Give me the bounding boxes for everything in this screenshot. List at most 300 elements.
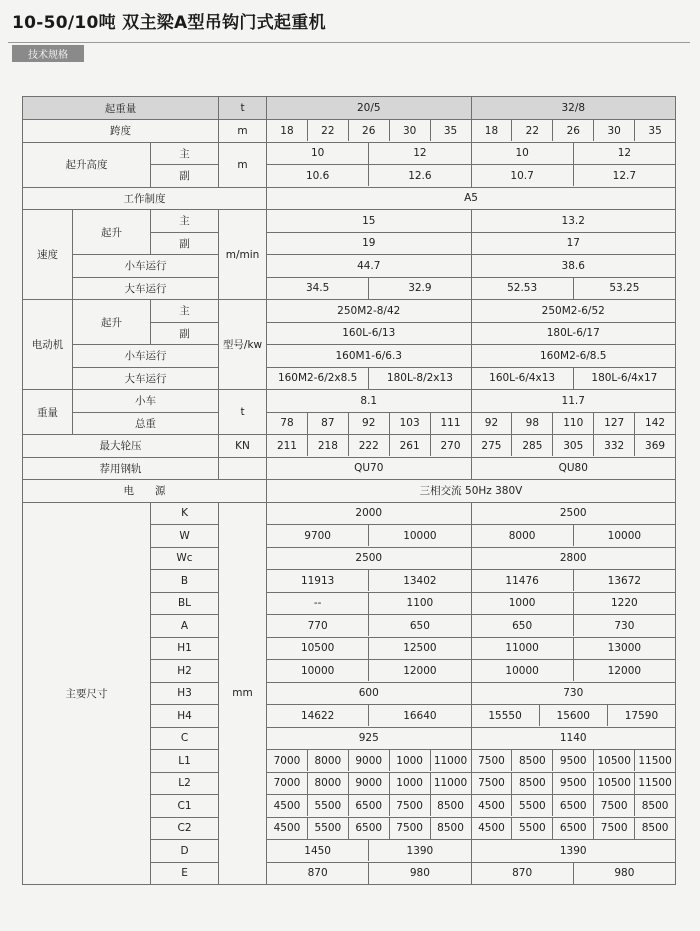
value-cell: 1000: [389, 750, 430, 771]
row-label: 工作制度: [23, 187, 267, 210]
value-group: [267, 345, 470, 366]
row-item: 副: [151, 165, 219, 188]
value-cell: 10: [515, 147, 529, 160]
value-cell: 26: [552, 120, 593, 141]
table-row: [23, 120, 676, 143]
value-group: [267, 728, 470, 749]
value-cell: 12500: [368, 638, 470, 659]
value-cell: 2800: [559, 552, 587, 565]
value-group-cell: [471, 862, 676, 885]
value-cell: 53.25: [573, 278, 675, 299]
value-group-cell: [267, 727, 471, 750]
value-group-cell: [267, 120, 471, 143]
value-cell: 11500: [634, 750, 675, 771]
value-cell: 12000: [368, 660, 470, 681]
row-sublabel: 起升: [73, 300, 151, 345]
value-cell: 5500: [307, 795, 348, 816]
value-group: [472, 728, 676, 749]
value-cell: 160L-6/13: [342, 327, 396, 340]
row-item: H4: [151, 705, 219, 728]
value-all: 三相交流 50Hz 380V: [267, 480, 676, 503]
value-cell: 10500: [593, 773, 634, 794]
row-item: D: [151, 840, 219, 863]
value-cell: 7500: [478, 754, 505, 767]
row-item: H2: [151, 660, 219, 683]
value-cell: 222: [348, 435, 389, 456]
value-cell: 11913: [300, 574, 335, 587]
row-sublabel: 小车运行: [73, 345, 219, 368]
value-group-cell: [267, 142, 471, 165]
row-item: C2: [151, 817, 219, 840]
value-group-cell: [267, 390, 471, 413]
row-item: 副: [151, 232, 219, 255]
value-group-cell: [267, 637, 471, 660]
row-item: A: [151, 615, 219, 638]
value-group: [267, 278, 470, 299]
value-cell: 7500: [593, 795, 634, 816]
value-cell: 110: [552, 413, 593, 434]
row-sublabel: 起升: [73, 210, 151, 255]
row-item: 主: [151, 300, 219, 323]
value-cell: 8000: [307, 773, 348, 794]
value-group-cell: [471, 570, 676, 593]
value-cell: 8500: [511, 773, 552, 794]
value-cell: 38.6: [561, 259, 585, 272]
value-group: [472, 278, 676, 299]
value-cell: 250M2-8/42: [337, 304, 401, 317]
value-group: [267, 300, 470, 321]
value-cell: 9000: [348, 750, 389, 771]
value-group: [472, 413, 676, 434]
row-item: L1: [151, 750, 219, 773]
value-cell: 730: [563, 687, 584, 700]
value-group-cell: [267, 277, 471, 300]
table-row: [23, 300, 676, 323]
value-cell: 10000: [300, 664, 335, 677]
value-group-cell: [267, 705, 471, 728]
value-cell: 7500: [593, 818, 634, 839]
title-divider: [8, 42, 690, 43]
row-item: K: [151, 502, 219, 525]
value-cell: 160M1-6/6.3: [335, 349, 402, 362]
value-group-cell: [471, 840, 676, 863]
value-group-cell: [471, 682, 676, 705]
table-row: [23, 187, 676, 210]
value-cell: 6500: [552, 818, 593, 839]
value-all: A5: [267, 187, 676, 210]
value-cell: 92: [348, 413, 389, 434]
value-cell: 16640: [368, 705, 470, 726]
value-cell: 6500: [348, 795, 389, 816]
value-cell: 211: [276, 439, 297, 452]
value-group: [472, 705, 676, 726]
value-group-cell: [471, 165, 676, 188]
header-group-1: 20/5: [267, 97, 471, 120]
value-cell: 10500: [300, 642, 335, 655]
value-cell: --: [313, 597, 322, 610]
value-group-cell: [471, 637, 676, 660]
row-label: 速度: [23, 210, 73, 300]
value-group-cell: [267, 165, 471, 188]
value-cell: 4500: [273, 822, 301, 835]
value-cell: 180L-8/2x13: [368, 368, 470, 389]
value-cell: 11.7: [561, 394, 585, 407]
value-group: [267, 413, 470, 434]
value-group: [472, 368, 676, 389]
value-cell: 22: [511, 120, 552, 141]
value-cell: 10000: [505, 664, 539, 677]
value-cell: 2500: [559, 507, 587, 520]
value-group: [472, 840, 676, 861]
spec-table: [22, 96, 676, 885]
value-cell: 5500: [511, 795, 552, 816]
row-label: 重量: [23, 390, 73, 435]
value-group: [472, 233, 676, 254]
value-cell: 103: [389, 413, 430, 434]
value-group-cell: [471, 120, 676, 143]
value-cell: 4500: [273, 799, 301, 812]
value-cell: 92: [484, 417, 499, 430]
value-group: [472, 638, 676, 659]
value-group: [472, 503, 676, 524]
value-group-cell: [267, 547, 471, 570]
value-cell: 12: [368, 143, 470, 164]
value-group-cell: [471, 457, 676, 480]
table-row: [23, 367, 676, 390]
value-cell: 160M2-6/8.5: [540, 349, 607, 362]
row-item: BL: [151, 592, 219, 615]
value-group: [267, 840, 470, 861]
value-cell: 730: [573, 615, 675, 636]
row-item: Wc: [151, 547, 219, 570]
value-cell: 250M2-6/52: [541, 304, 605, 317]
value-group: [267, 593, 470, 614]
value-cell: 980: [368, 863, 470, 884]
value-cell: 7500: [389, 795, 430, 816]
value-cell: 180L-6/4x17: [573, 368, 675, 389]
value-cell: 980: [573, 863, 675, 884]
value-cell: 11500: [634, 773, 675, 794]
value-cell: 26: [348, 120, 389, 141]
value-cell: 1000: [389, 773, 430, 794]
value-cell: 8500: [511, 750, 552, 771]
value-group: [472, 548, 676, 569]
value-cell: 15600: [539, 705, 607, 726]
value-group-cell: [471, 142, 676, 165]
value-cell: 369: [634, 435, 675, 456]
row-item: W: [151, 525, 219, 548]
value-group: [472, 323, 676, 344]
value-cell: 8000: [508, 529, 536, 542]
value-cell: 6500: [552, 795, 593, 816]
value-group-cell: [267, 840, 471, 863]
value-cell: 12000: [573, 660, 675, 681]
table-row: [23, 210, 676, 233]
row-item: 主: [151, 142, 219, 165]
value-group-cell: [267, 750, 471, 773]
row-sublabel: 总重: [73, 412, 219, 435]
value-cell: 7500: [478, 777, 505, 790]
value-group-cell: [267, 322, 471, 345]
table-row: [23, 390, 676, 413]
value-group-cell: [267, 772, 471, 795]
value-cell: 160M2-6/2x8.5: [277, 372, 358, 385]
value-cell: 32.9: [368, 278, 470, 299]
table-row: [23, 502, 676, 525]
header-unit: t: [219, 97, 267, 120]
row-label: 起升高度: [23, 142, 151, 187]
value-cell: 34.5: [305, 282, 330, 295]
row-item: 主: [151, 210, 219, 233]
value-group: [267, 458, 470, 479]
unit-cell: mm: [219, 502, 267, 885]
value-cell: 8500: [634, 818, 675, 839]
table-row: [23, 480, 676, 503]
value-cell: 1140: [559, 732, 587, 745]
value-group: [472, 300, 676, 321]
table-row: [23, 457, 676, 480]
unit-cell: m/min: [219, 210, 267, 300]
value-cell: 650: [512, 619, 533, 632]
value-cell: 12.7: [573, 165, 675, 186]
value-group-cell: [267, 817, 471, 840]
value-group: [472, 120, 676, 141]
value-cell: 10.7: [510, 169, 534, 182]
value-group-cell: [471, 232, 676, 255]
value-cell: 4500: [478, 822, 505, 835]
value-group-cell: [267, 345, 471, 368]
value-group: [267, 255, 470, 276]
row-label: 荐用钢轨: [23, 457, 219, 480]
value-group: [267, 638, 470, 659]
value-group: [472, 435, 676, 456]
value-group-cell: [471, 322, 676, 345]
value-cell: 98: [511, 413, 552, 434]
value-group-cell: [267, 862, 471, 885]
value-group-cell: [267, 525, 471, 548]
value-cell: 111: [430, 413, 471, 434]
value-group-cell: [267, 457, 471, 480]
value-cell: 1450: [304, 844, 331, 857]
value-cell: 218: [307, 435, 348, 456]
value-cell: 18: [484, 124, 499, 137]
value-group: [472, 593, 676, 614]
value-group: [472, 570, 676, 591]
value-cell: 261: [389, 435, 430, 456]
value-group: [267, 863, 470, 884]
value-cell: 870: [307, 867, 328, 880]
value-group-cell: [267, 502, 471, 525]
value-cell: 11476: [505, 574, 539, 587]
table-row: [23, 345, 676, 368]
value-group-cell: [267, 300, 471, 323]
value-cell: 8500: [430, 795, 471, 816]
value-cell: 600: [358, 687, 379, 700]
value-group: [267, 570, 470, 591]
value-cell: 10500: [593, 750, 634, 771]
value-cell: QU80: [558, 462, 588, 475]
value-group: [472, 683, 676, 704]
value-cell: 5500: [511, 818, 552, 839]
value-cell: 270: [430, 435, 471, 456]
value-group: [472, 210, 676, 231]
value-group-cell: [267, 412, 471, 435]
value-cell: 8000: [307, 750, 348, 771]
value-cell: 160L-6/4x13: [489, 372, 556, 385]
value-group: [267, 143, 470, 164]
value-cell: 44.7: [357, 259, 381, 272]
value-group-cell: [471, 660, 676, 683]
value-cell: 7000: [273, 777, 301, 790]
row-label: 跨度: [23, 120, 219, 143]
value-group-cell: [267, 795, 471, 818]
value-cell: 1100: [368, 593, 470, 614]
value-group: [267, 120, 470, 141]
value-group-cell: [471, 435, 676, 458]
row-item: H3: [151, 682, 219, 705]
value-group-cell: [471, 210, 676, 233]
row-item: E: [151, 862, 219, 885]
value-group: [267, 233, 470, 254]
value-group-cell: [471, 300, 676, 323]
row-item: C: [151, 727, 219, 750]
value-group: [267, 795, 470, 816]
value-group-cell: [471, 727, 676, 750]
value-cell: 8500: [634, 795, 675, 816]
value-group-cell: [471, 277, 676, 300]
value-group: [472, 773, 676, 794]
value-cell: 52.53: [507, 282, 538, 295]
value-cell: 332: [593, 435, 634, 456]
row-label: 电 源: [23, 480, 267, 503]
value-cell: 1390: [559, 844, 587, 857]
value-cell: 19: [362, 237, 376, 250]
table-row: [23, 412, 676, 435]
value-cell: 6500: [348, 818, 389, 839]
value-cell: 30: [389, 120, 430, 141]
value-cell: 305: [552, 435, 593, 456]
value-cell: 11000: [505, 642, 539, 655]
row-label: 电动机: [23, 300, 73, 390]
value-group-cell: [471, 502, 676, 525]
value-group: [267, 705, 470, 726]
value-cell: 13.2: [561, 214, 585, 227]
value-cell: 22: [307, 120, 348, 141]
value-cell: 13402: [368, 570, 470, 591]
value-group: [267, 368, 470, 389]
header-group-2: 32/8: [471, 97, 676, 120]
value-group: [267, 683, 470, 704]
row-item: B: [151, 570, 219, 593]
section-tag: 技术规格: [12, 45, 84, 62]
value-cell: 1220: [573, 593, 675, 614]
value-group: [267, 323, 470, 344]
unit-cell: m: [219, 142, 267, 187]
value-group-cell: [471, 345, 676, 368]
value-cell: 13672: [573, 570, 675, 591]
value-group: [472, 458, 676, 479]
value-group: [472, 795, 676, 816]
value-cell: 87: [307, 413, 348, 434]
value-cell: 17: [566, 237, 580, 250]
value-cell: 275: [481, 439, 502, 452]
value-group-cell: [267, 367, 471, 390]
row-item: L2: [151, 772, 219, 795]
value-group-cell: [471, 390, 676, 413]
value-group: [472, 143, 676, 164]
value-group-cell: [471, 255, 676, 278]
value-group: [472, 863, 676, 884]
value-group: [472, 660, 676, 681]
value-group-cell: [471, 750, 676, 773]
value-cell: 10000: [573, 525, 675, 546]
value-group: [267, 165, 470, 186]
value-cell: 1390: [368, 840, 470, 861]
value-cell: 285: [511, 435, 552, 456]
value-cell: 9000: [348, 773, 389, 794]
value-cell: 18: [280, 124, 294, 137]
unit-cell: t: [219, 390, 267, 435]
value-group-cell: [267, 570, 471, 593]
value-group-cell: [471, 817, 676, 840]
unit-cell: 型号/kw: [219, 300, 267, 390]
value-group-cell: [471, 705, 676, 728]
value-group-cell: [471, 547, 676, 570]
value-cell: 9500: [552, 773, 593, 794]
value-group: [472, 525, 676, 546]
value-cell: 5500: [307, 818, 348, 839]
value-cell: 10.6: [305, 169, 330, 182]
row-sublabel: 小车运行: [73, 255, 219, 278]
value-cell: 35: [634, 120, 675, 141]
value-cell: 7500: [389, 818, 430, 839]
value-group: [267, 435, 470, 456]
value-cell: 770: [307, 619, 328, 632]
value-cell: 11000: [430, 773, 471, 794]
table-row: [23, 255, 676, 278]
value-group-cell: [267, 435, 471, 458]
value-group-cell: [471, 615, 676, 638]
value-group-cell: [471, 592, 676, 615]
value-group-cell: [267, 210, 471, 233]
spec-table-body: [23, 97, 676, 885]
value-group: [267, 615, 470, 636]
value-group: [267, 750, 470, 771]
value-cell: 30: [593, 120, 634, 141]
value-group-cell: [267, 660, 471, 683]
value-group-cell: [471, 525, 676, 548]
value-group: [267, 210, 470, 231]
value-cell: 9700: [304, 529, 331, 542]
unit-cell: m: [219, 120, 267, 143]
value-group: [472, 255, 676, 276]
value-cell: 12: [573, 143, 675, 164]
value-cell: 9500: [552, 750, 593, 771]
unit-cell: [219, 457, 267, 480]
value-group: [267, 818, 470, 839]
value-cell: 1000: [508, 597, 536, 610]
value-cell: 11000: [430, 750, 471, 771]
value-group: [472, 615, 676, 636]
value-cell: 870: [512, 867, 533, 880]
value-group: [472, 390, 676, 411]
value-cell: 10000: [368, 525, 470, 546]
value-cell: 78: [280, 417, 294, 430]
row-label: 主要尺寸: [23, 502, 151, 885]
value-group-cell: [471, 795, 676, 818]
value-cell: 180L-6/17: [546, 327, 600, 340]
value-cell: 10: [310, 147, 325, 160]
